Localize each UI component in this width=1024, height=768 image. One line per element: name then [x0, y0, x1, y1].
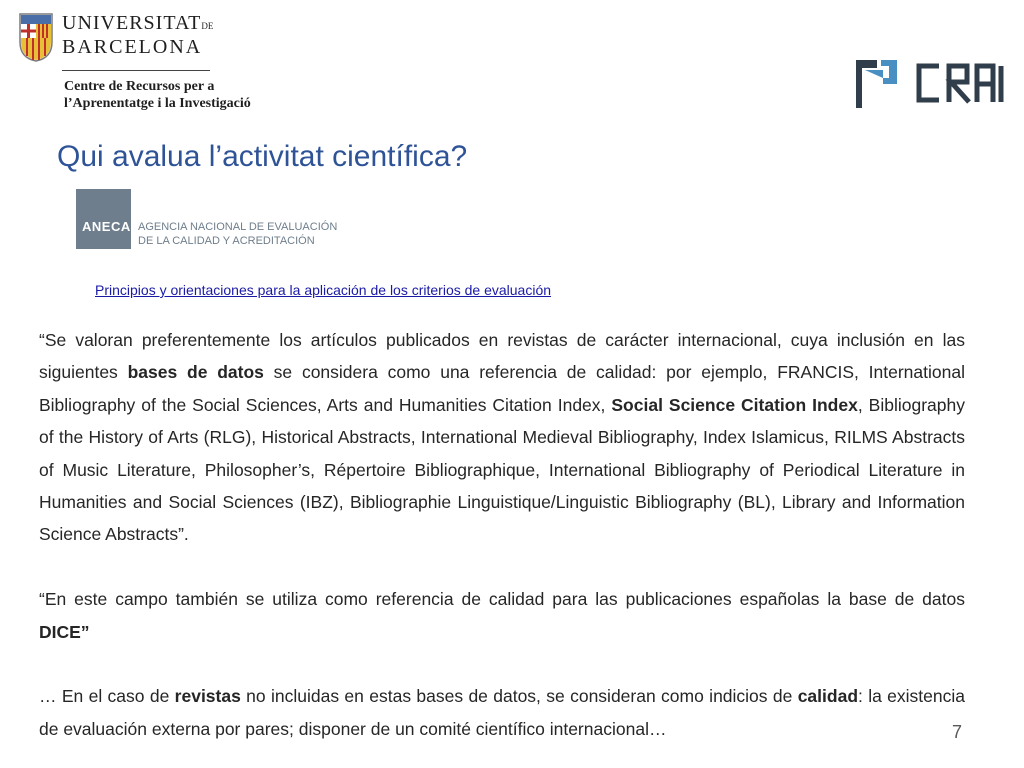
university-name-de: DE	[201, 21, 214, 31]
crai-subtitle	[64, 78, 251, 112]
paragraph-databases-quote	[39, 324, 965, 551]
aneca-logo-mark	[76, 189, 131, 249]
p3-text-c: no incluidas en estas bases de datos, se consideran como indicios de	[240, 686, 798, 707]
aneca-name-line2: DE LA CALIDAD Y ACREDITACIÓN	[138, 235, 315, 247]
ub-shield-icon	[18, 12, 54, 62]
p3-text-e: : la existencia de evaluación externa por pares; disponer de un comité científico internacional…	[39, 686, 966, 739]
aneca-abbreviation: ANECA	[82, 219, 131, 234]
p3-text-a: … En el caso de	[39, 686, 175, 707]
paragraph-quality-indicators	[39, 680, 965, 745]
p1-text-c: se considera como una referencia de calidad: por ejemplo, FRANCIS, International Bibliography of the Social Sciences, Arts and Humanities Citation Index,	[39, 362, 965, 415]
p3-bold-calidad: calidad	[797, 686, 859, 707]
crai-subtitle-line2: l’Aprenentatge i la Investigació	[64, 96, 251, 111]
header-divider	[62, 70, 210, 71]
p1-text-a: “Se valoran preferentemente los artículos publicados en revistas de carácter internacional, cuya inclusión en las siguientes	[39, 330, 965, 383]
p1-bold-ssci: Social Science Citation Index	[611, 394, 858, 415]
p1-bold-bases-de-datos: bases de datos	[127, 362, 264, 383]
aneca-name-line1: AGENCIA NACIONAL DE EVALUACIÓN	[138, 221, 338, 233]
criteria-principles-link[interactable]: Principios y orientaciones para la aplicación de los criterios de evaluación	[95, 282, 552, 298]
aneca-full-name	[138, 220, 337, 248]
university-name-line1: UNIVERSITAT	[62, 12, 202, 34]
p2-bold-dice: DICE”	[39, 621, 90, 642]
slide-title: Qui avalua l’activitat científica?	[57, 140, 468, 173]
p3-bold-revistas: revistas	[174, 686, 241, 707]
crai-subtitle-line1: Centre de Recursos per a	[64, 79, 215, 94]
p1-text-e: , Bibliography of the History of Arts (RLG), Historical Abstracts, International Medieval Bibliography, Index Islamicus, RILMS Abstracts of Music Literature, Philosopher’s, Répertoire Bibliographique, International Bibliography of Periodical Literature in Humanities and Social Sciences (IBZ), Bibliographie Linguistique/Linguistic Bibliography (BL), Library and Information Science Abstracts”.	[39, 394, 965, 545]
p2-text-a: “En este campo también se utiliza como referencia de calidad para las publicaciones españolas la base de datos	[39, 589, 965, 610]
aneca-logo	[76, 189, 338, 251]
paragraph-spacer	[39, 648, 965, 680]
paragraph-spacer	[39, 551, 965, 583]
paragraph-dice-quote	[39, 583, 965, 648]
university-name-line2: BARCELONA	[62, 36, 203, 58]
slide-body	[39, 324, 965, 745]
page-number: 7	[952, 722, 963, 742]
crai-logo	[853, 56, 1005, 112]
universitat-barcelona-logo	[18, 12, 218, 64]
